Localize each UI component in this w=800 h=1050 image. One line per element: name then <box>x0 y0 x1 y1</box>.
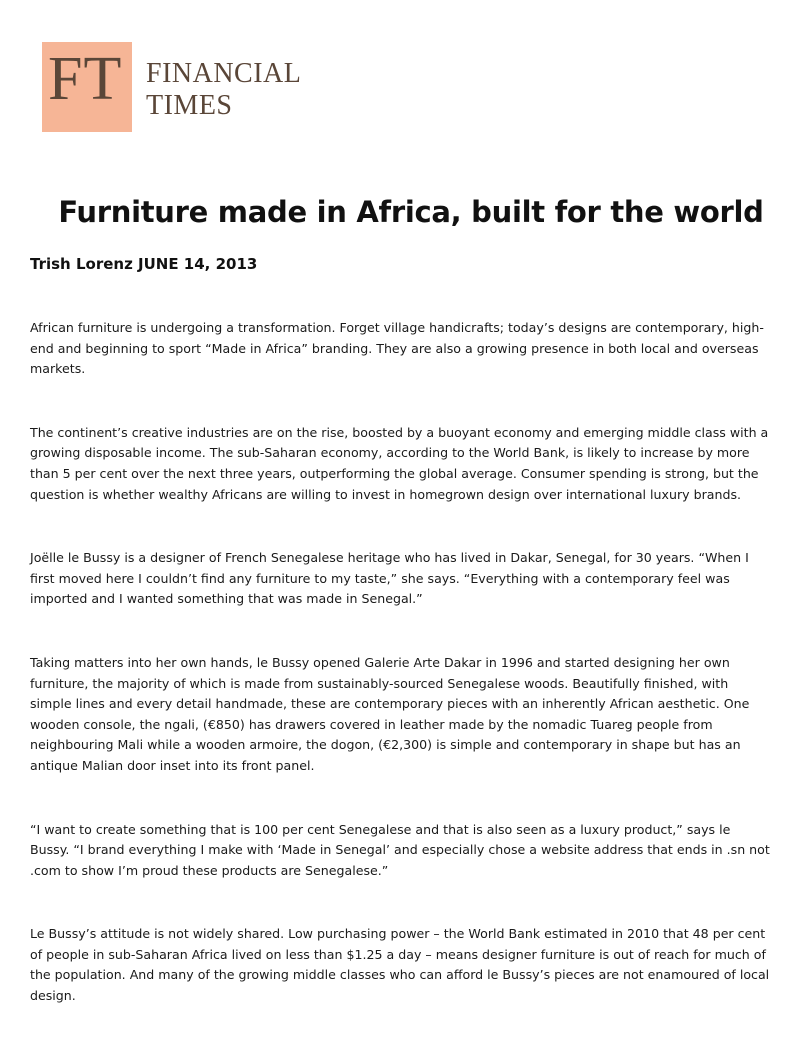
article-paragraph: Joëlle le Bussy is a designer of French Senegalese heritage who has lived in Dakar, Senegal, for 30 years. “When I first moved here I couldn’t find any furniture to my taste,” she says. “Everything with a contemporary feel was imported and I wanted something that was made in Senegal.” <box>30 550 749 607</box>
article-paragraph: African furniture is undergoing a transformation. Forget village handicrafts; today’s designs are contemporary, high-end and beginning to sport “Made in Africa” branding. They are also a growing presence in both local and overseas markets. <box>30 320 764 377</box>
logo-monogram-box <box>42 42 132 132</box>
logo-name-line2: TIMES <box>146 90 233 121</box>
article-paragraph: The continent’s creative industries are on the rise, boosted by a buoyant economy and emerging middle class with a growing disposable income. The sub-Saharan economy, according to the World Bank, is likely to increase by more than 5 per cent over the next three years, outperforming the global average. Consumer spending is strong, but the question is whether wealthy Africans are willing to invest in homegrown design over international luxury brands. <box>30 424 769 502</box>
article-paragraph: “I want to create something that is 100 per cent Senegalese and that is also seen as a luxury product,” says le Bussy. “I brand everything I make with ‘Made in Senegal’ and especially chose a website address that ends in .sn not .com to show I’m proud these products are Senegalese.” <box>30 821 770 878</box>
article-body <box>30 318 772 1050</box>
logo-wordmark <box>146 58 301 122</box>
logo-monogram: FT <box>48 45 123 113</box>
article-byline: Trish Lorenz JUNE 14, 2013 <box>30 255 258 273</box>
logo-name-line1: FINANCIAL <box>146 58 302 89</box>
article-paragraph: Le Bussy’s attitude is not widely shared. Low purchasing power – the World Bank estimated in 2010 that 48 per cent of people in sub-Saharan Africa lived on less than $1.25 a day – means designer furniture is out of reach for much of the population. And many of the growing middle classes who can afford le Bussy’s pieces are not enamoured of local design. <box>30 926 770 1004</box>
article-headline: Furniture made in Africa, built for the world <box>58 195 764 229</box>
ft-logo <box>42 42 322 132</box>
article-paragraph: Taking matters into her own hands, le Bussy opened Galerie Arte Dakar in 1996 and started designing her own furniture, the majority of which is made from sustainably-sourced Senegalese woods. Beautifully finished, with simple lines and every detail handmade, these are contemporary pieces with an inherently African aesthetic. One wooden console, the ngali, (€850) has drawers covered in leather made by the nomadic Tuareg people from neighbouring Mali while a wooden armoire, the dogon, (€2,300) is simple and contemporary in shape but has an antique Malian door inset into its front panel. <box>30 654 750 773</box>
